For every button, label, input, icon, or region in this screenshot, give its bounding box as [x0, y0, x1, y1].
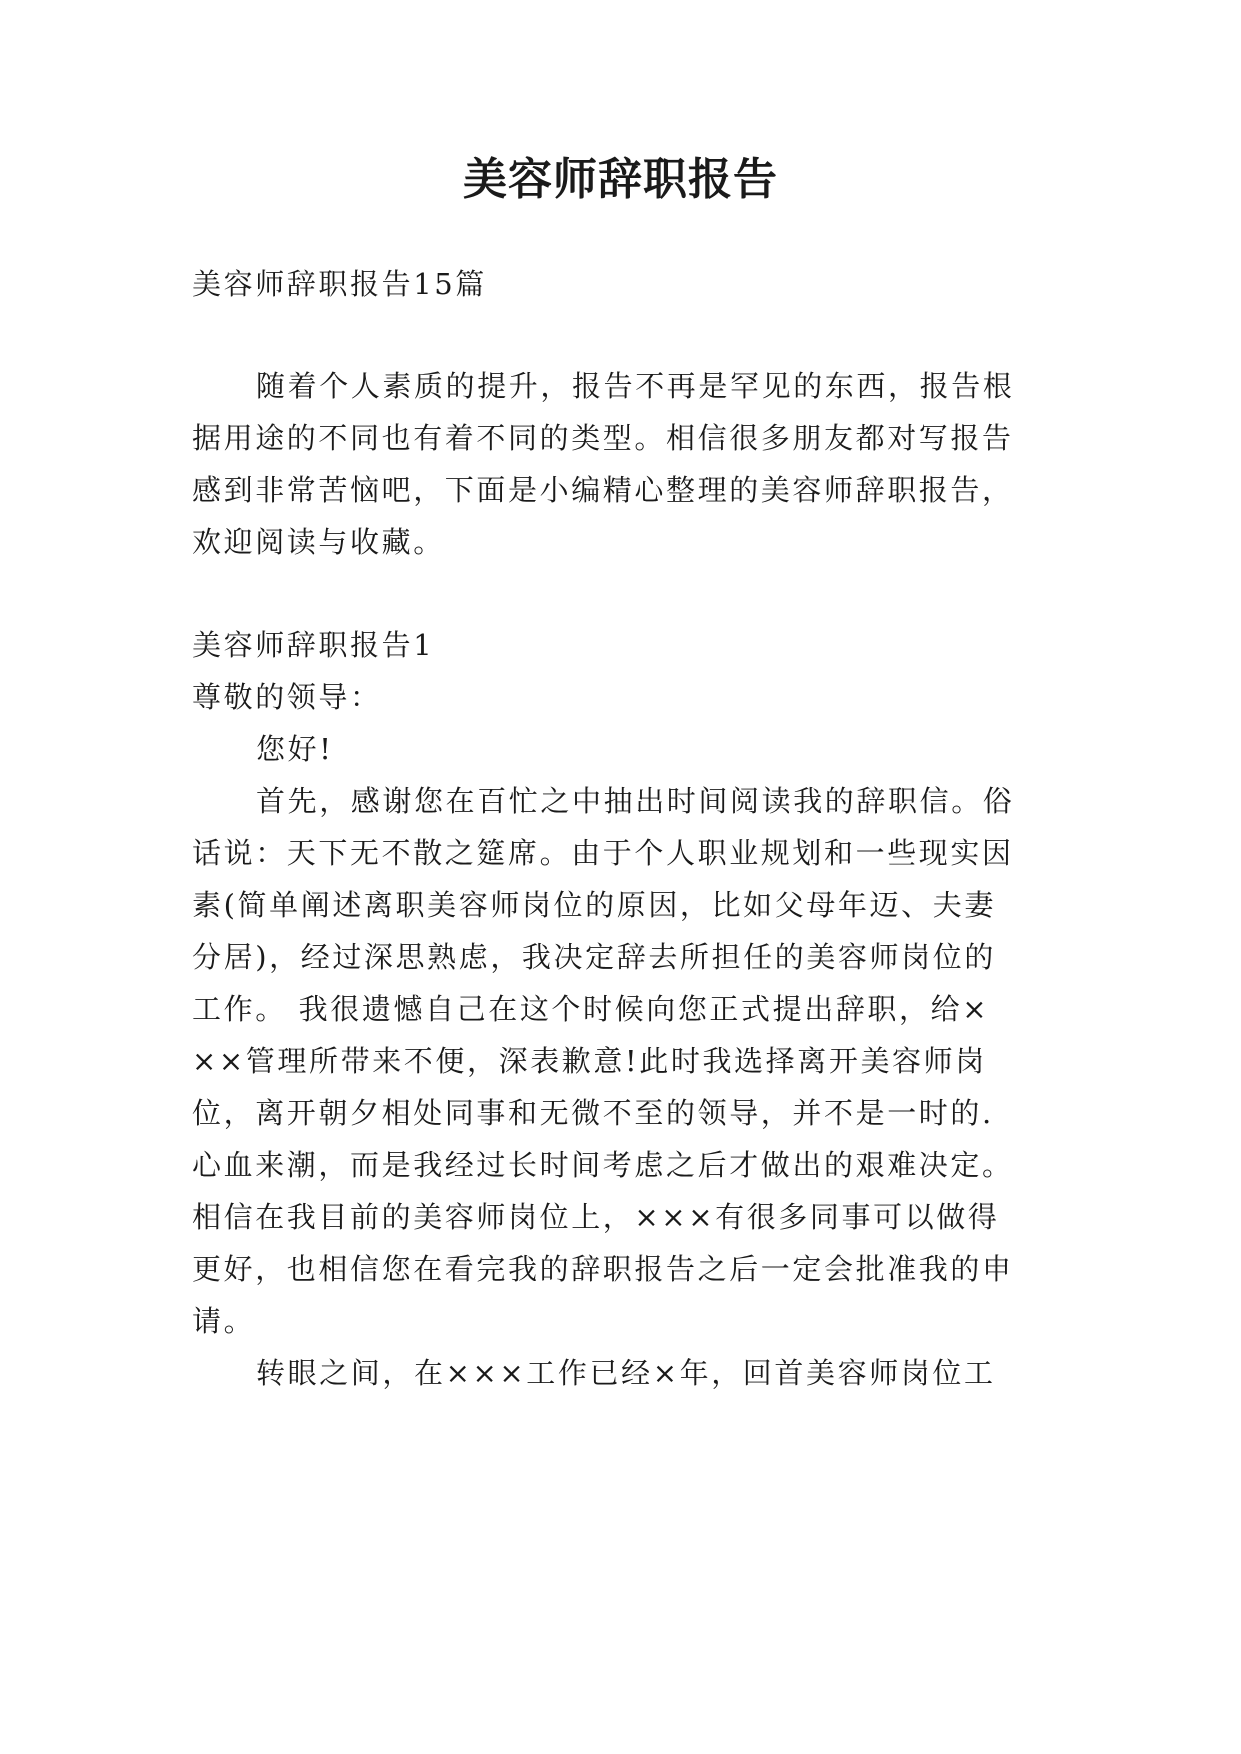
document-subtitle: 美容师辞职报告15篇 — [192, 267, 487, 301]
intro-line: 据用途的不同也有着不同的类型。相信很多朋友都对写报告 — [192, 421, 1014, 455]
body-line: 工作。 我很遗憾自己在这个时候向您正式提出辞职，给× — [192, 992, 990, 1026]
body-line: ××管理所带来不便，深表歉意!此时我选择离开美容师岗 — [192, 1044, 987, 1078]
greeting: 您好! — [256, 732, 334, 766]
body-line: 转眼之间，在×××工作已经×年，回首美容师岗位工 — [256, 1356, 996, 1390]
body-line: 首先，感谢您在百忙之中抽出时间阅读我的辞职信。俗 — [256, 784, 1015, 818]
intro-line: 感到非常苦恼吧，下面是小编精心整理的美容师辞职报告， — [192, 473, 1014, 507]
section-heading: 美容师辞职报告1 — [192, 628, 435, 662]
body-line: 更好，也相信您在看完我的辞职报告之后一定会批准我的申 — [192, 1252, 1014, 1286]
salutation: 尊敬的领导： — [192, 680, 382, 714]
body-line: 请。 — [192, 1304, 256, 1338]
body-line: 心血来潮，而是我经过长时间考虑之后才做出的艰难决定。 — [192, 1148, 1014, 1182]
body-line: 分居)，经过深思熟虑，我决定辞去所担任的美容师岗位的 — [192, 940, 996, 974]
intro-line: 欢迎阅读与收藏。 — [192, 525, 445, 559]
body-line: 相信在我目前的美容师岗位上，×××有很多同事可以做得 — [192, 1200, 1000, 1234]
document-title: 美容师辞职报告 — [463, 154, 778, 205]
body-line: 素(简单阐述离职美容师岗位的原因，比如父母年迈、夫妻 — [192, 888, 996, 922]
body-line: 话说：天下无不散之筵席。由于个人职业规划和一些现实因 — [192, 836, 1014, 870]
intro-line: 随着个人素质的提升，报告不再是罕见的东西，报告根 — [256, 369, 1015, 403]
body-line: 位，离开朝夕相处同事和无微不至的领导，并不是一时的. — [192, 1096, 994, 1130]
